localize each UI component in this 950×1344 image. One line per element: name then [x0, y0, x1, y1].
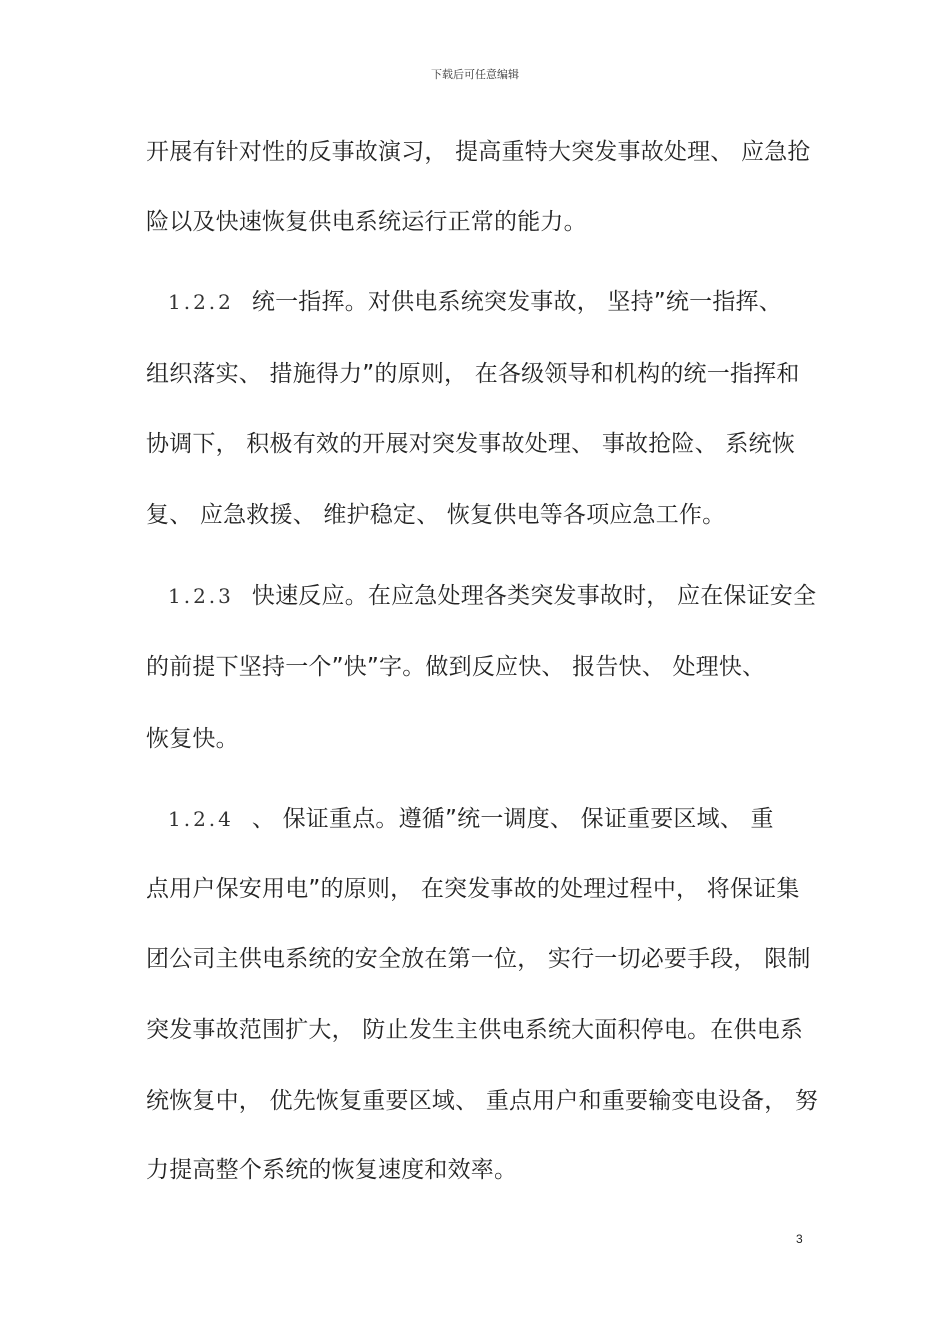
- paragraph-0-line-0: 开展有针对性的反事故演习， 提高重特大突发事故处理、 应急抢: [146, 139, 811, 165]
- paragraph-1-line-2: 协调下， 积极有效的开展对突发事故处理、 事故抢险、 系统恢: [146, 431, 795, 457]
- section-number: 1.2.2: [168, 290, 234, 314]
- paragraph-1-text: 统一指挥。对供电系统突发事故， 坚持”统一指挥、: [251, 289, 782, 315]
- paragraph-3-text: 、 保证重点。遵循”统一调度、 保证重要区域、 重: [251, 806, 774, 832]
- paragraph-2-text: 快速反应。在应急处理各类突发事故时， 应在保证安全: [251, 583, 817, 609]
- paragraph-1-line-0: [146, 287, 816, 317]
- paragraph-2-line-0: [146, 581, 816, 611]
- paragraph-0-line-1: 险以及快速恢复供电系统运行正常的能力。: [146, 209, 587, 235]
- paragraph-3-line-5: 力提高整个系统的恢复速度和效率。: [146, 1157, 518, 1183]
- paragraph-1-line-1: 组织落实、 措施得力”的原则， 在各级领导和机构的统一指挥和: [146, 361, 800, 387]
- paragraph-1-line-3: 复、 应急救援、 维护稳定、 恢复供电等各项应急工作。: [146, 502, 726, 528]
- page-number: 3: [796, 1232, 803, 1246]
- paragraph-3-line-3: 突发事故范围扩大， 防止发生主供电系统大面积停电。在供电系: [146, 1017, 804, 1043]
- section-number: 1.2.4: [168, 807, 234, 831]
- page-header: 下载后可任意编辑: [431, 68, 519, 81]
- section-number: 1.2.3: [168, 584, 234, 608]
- paragraph-2-line-2: 恢复快。: [146, 726, 239, 752]
- paragraph-3-line-4: 统恢复中， 优先恢复重要区域、 重点用户和重要输变电设备， 努: [146, 1088, 819, 1114]
- paragraph-3-line-1: 点用户保安用电”的原则， 在突发事故的处理过程中， 将保证集: [146, 876, 800, 902]
- paragraph-2-line-1: 的前提下坚持一个”快”字。做到反应快、 报告快、 处理快、: [146, 654, 766, 680]
- paragraph-3-line-2: 团公司主供电系统的安全放在第一位， 实行一切必要手段， 限制: [146, 946, 811, 972]
- paragraph-3-line-0: [146, 804, 816, 834]
